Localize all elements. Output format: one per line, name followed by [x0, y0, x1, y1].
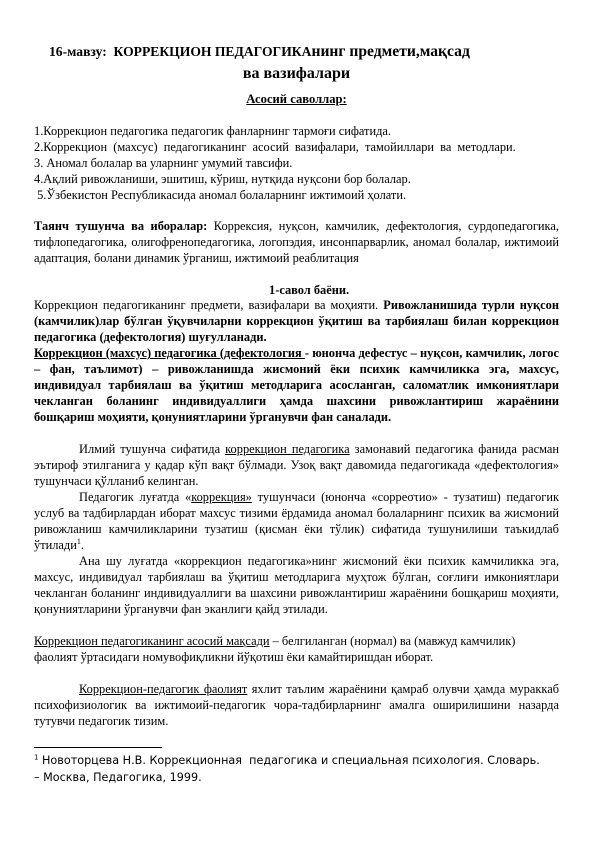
p7-text: яхлит таълим жараёнини қамраб олувчи ҳамда мураккаб психофизиологик ва ижтимоий-педагогик чора-тадбирларнинг амалга оширилишини назарда тутувчи педагогик тизим. [34, 682, 559, 728]
paragraph-2 [34, 346, 559, 426]
p6-underlined-term: Коррекцион педагогиканинг асосий мақсади [34, 634, 270, 648]
paragraph-6 [34, 634, 554, 666]
paragraph-3 [34, 442, 559, 490]
footnote-line-2: – Москва, Педагогика, 1999. [34, 771, 202, 784]
paragraph-7 [34, 682, 559, 730]
p3-text-b: замонавий педагогика фанида расман эътироф этилганига у қадар кўп вақт бўлмади. Узоқ вақт давомида педагогикада «дефектология» тушунчаси қўлланиб келинган. [34, 442, 559, 488]
question-item: 4.Ақлий ривожланиши, эшитиш, кўриш, нутқида нуқсони бор болалар. [34, 171, 411, 186]
p7-underlined-term: Коррекцион-педагогик фаолият [79, 682, 248, 696]
key-terms [34, 219, 559, 267]
topic-title-rest: нинг предмети,мақсад [311, 43, 470, 60]
p4-text-b: тушунчаси (юнонча «сорреστио» - тузатиш) педагогик услуб ва тадбирлардан иборат махсус тизими ёрдамида аномал болаларнинг психик ва жисмоний ривожланиш камчиликларини тузатиш (қисман ёки тўлик) сифатида тушунилиши таъкидлаб ўтилади [34, 490, 560, 552]
key-terms-text: Коррексия, нуқсон, камчилик, дефектология, сурдопедагогика, тифлопедагогика, олигофренопедагогика, логопэдия, инсонпарварлик, аномал болалар, ижтимоий адаптация, болани динамик ўрганиш, ижтимоий реаблитация [34, 219, 559, 265]
p3-text-a: Илмий тушунча сифатида [79, 442, 226, 456]
subheading: Асосий саволлар: [246, 92, 347, 106]
key-terms-label: Таянч тушунча ва иборалар: [34, 219, 208, 233]
question-item: 1.Коррекцион педагогика педагогик фанларнинг тармоғи сифатида. [34, 124, 391, 138]
paragraph-1 [34, 298, 559, 346]
p4-text-a: Педагогик луғатда « [79, 490, 192, 504]
paragraph-4 [34, 490, 559, 554]
footnote [34, 752, 564, 786]
footnote-line-1: Новоторцева Н.В. Коррекционная педагогика и специальная психология. Словарь. [38, 754, 540, 767]
p2-definition-term: Коррекцион (махсус) педагогика (дефектология [34, 346, 305, 360]
question-item: 5.Ўзбекистон Республикасида аномал болаларнинг ижтимоий ҳолати. [34, 187, 407, 202]
topic-prefix: 16-мавзу: [49, 44, 107, 59]
topic-heading [49, 44, 470, 60]
question-item: 3. Аномал болалар ва уларнинг умумий тавсифи. [34, 155, 293, 170]
paragraph-5: Ана шу луғатда «коррекцион педагогика»нинг жисмоний ёки психик камчиликка эга, махсус, индивидуал тарбиялаш ва ўқитиш методларига муҳтож бўлган, соғлиғи имкониятлари чекланган боланинг индивидуаллиги ва шахсини ривожлантириш жараёнини бошқариш моҳияти, қонуниятларини ўрганувчи фан эканлиги қайд этилади. [34, 554, 559, 616]
p6-text: – белгиланган (нормал) ва (мавжуд камчилик) фаолият ўртасидаги номувофиқликни йўқотиш ёки камайтиришдан иборат. [34, 634, 516, 664]
footnote-marker: 1 [34, 753, 39, 762]
p2-definition-text: - юнонча дефестус – нуқсон, камчилик, логос – фан, таълимот) – ривожланишда жисмоний ёки психик камчиликка эга, махсус, индивидуал тарбиялаш ва ўқитиш методларига асосланган, саломатлик имкониятлари чекланган боланинг индивидуаллиги ҳамда шахсини ривожлантириш жараёнини бошқариш моҳияти, қонуниятларини ўрганувчи фан саналади. [34, 346, 559, 424]
topic-title-caps: КОРРЕКЦИОН ПЕДАГОГИКА [113, 44, 312, 59]
section-title: 1-савол баёни. [269, 283, 350, 297]
footnote-ref: 1 [76, 536, 81, 546]
p4-text-end: . [80, 537, 84, 552]
footnote-separator [34, 747, 162, 748]
p1-plain: Коррекцион педагогиканинг предмети, вазифалари ва моҳияти. [34, 298, 384, 312]
questions-list [34, 124, 559, 204]
topic-title-line2: ва вазифалари [242, 65, 351, 82]
p4-underlined-term: коррекция» [191, 490, 252, 504]
p3-underlined-term: коррекцион педагогика [225, 442, 350, 456]
p1-bold: Ривожланишида турли нуқсон (камчилик)лар бўлган ўқувчиларни коррекцион ўқитиш ва тарбиялаш билан коррекцион педагогика (дефектология) шуғулланади. [34, 298, 560, 344]
question-item: 2.Коррекцион (махсус) педагогиканинг асосий вазифалари, тамойиллари ва методлари. [34, 139, 516, 154]
